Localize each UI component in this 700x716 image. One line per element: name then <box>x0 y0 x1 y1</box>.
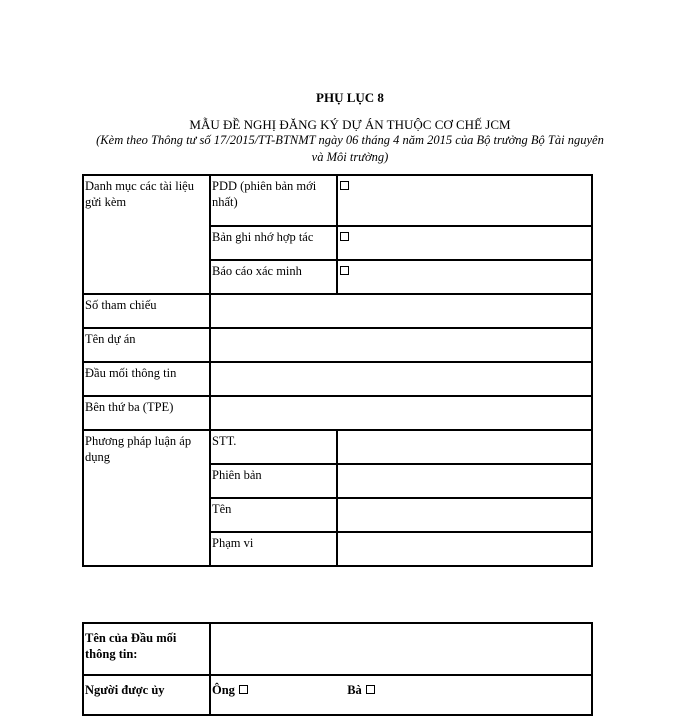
methodology-name-field[interactable] <box>337 498 592 532</box>
attachment-mou-checkbox[interactable] <box>340 232 349 241</box>
attachment-pdd-checkbox[interactable] <box>340 181 349 190</box>
attachment-verification-label: Báo cáo xác minh <box>210 260 337 294</box>
authorized-person-label: Người được ủy <box>83 675 210 715</box>
attachment-pdd-label: PDD (phiên bản mới nhất) <box>210 175 337 226</box>
attachment-mou-label: Bản ghi nhớ hợp tác <box>210 226 337 260</box>
focal-name-field[interactable] <box>210 623 592 675</box>
methodology-version-field[interactable] <box>337 464 592 498</box>
focal-name-label: Tên của Đầu mối thông tin: <box>83 623 210 675</box>
mrs-label: Bà <box>347 683 362 697</box>
attachment-pdd-cell <box>337 175 592 226</box>
tpe-label: Bên thứ ba (TPE) <box>83 396 210 430</box>
mrs-checkbox[interactable] <box>366 685 375 694</box>
project-name-field[interactable] <box>210 328 592 362</box>
attachment-verification-cell <box>337 260 592 294</box>
salutation-cell <box>210 675 592 715</box>
form-heading: MẪU ĐỀ NGHỊ ĐĂNG KÝ DỰ ÁN THUỘC CƠ CHẾ JCM <box>189 117 511 132</box>
form-subtitle: (Kèm theo Thông tư số 17/2015/TT-BTNMT ngày 06 tháng 4 năm 2015 của Bộ trưởng Bộ Tài nguyên và Môi trường) <box>96 133 604 164</box>
tpe-field[interactable] <box>210 396 592 430</box>
registration-table <box>82 174 593 567</box>
methodology-no-field[interactable] <box>337 430 592 464</box>
attachments-label: Danh mục các tài liệu gửi kèm <box>83 175 210 294</box>
attachment-verification-checkbox[interactable] <box>340 266 349 275</box>
methodology-label: Phương pháp luận áp dụng <box>83 430 210 566</box>
focal-point-table <box>82 622 593 716</box>
ref-number-label: Số tham chiếu <box>83 294 210 328</box>
attachment-mou-cell <box>337 226 592 260</box>
methodology-version-label: Phiên bản <box>210 464 337 498</box>
methodology-scope-label: Phạm vi <box>210 532 337 566</box>
focal-point-label: Đầu mối thông tin <box>83 362 210 396</box>
ref-number-field[interactable] <box>210 294 592 328</box>
methodology-name-label: Tên <box>210 498 337 532</box>
methodology-scope-field[interactable] <box>337 532 592 566</box>
focal-point-field[interactable] <box>210 362 592 396</box>
mr-checkbox[interactable] <box>239 685 248 694</box>
mr-label: Ông <box>212 683 235 697</box>
appendix-title: PHỤ LỤC 8 <box>316 90 384 105</box>
methodology-no-label: STT. <box>210 430 337 464</box>
project-name-label: Tên dự án <box>83 328 210 362</box>
